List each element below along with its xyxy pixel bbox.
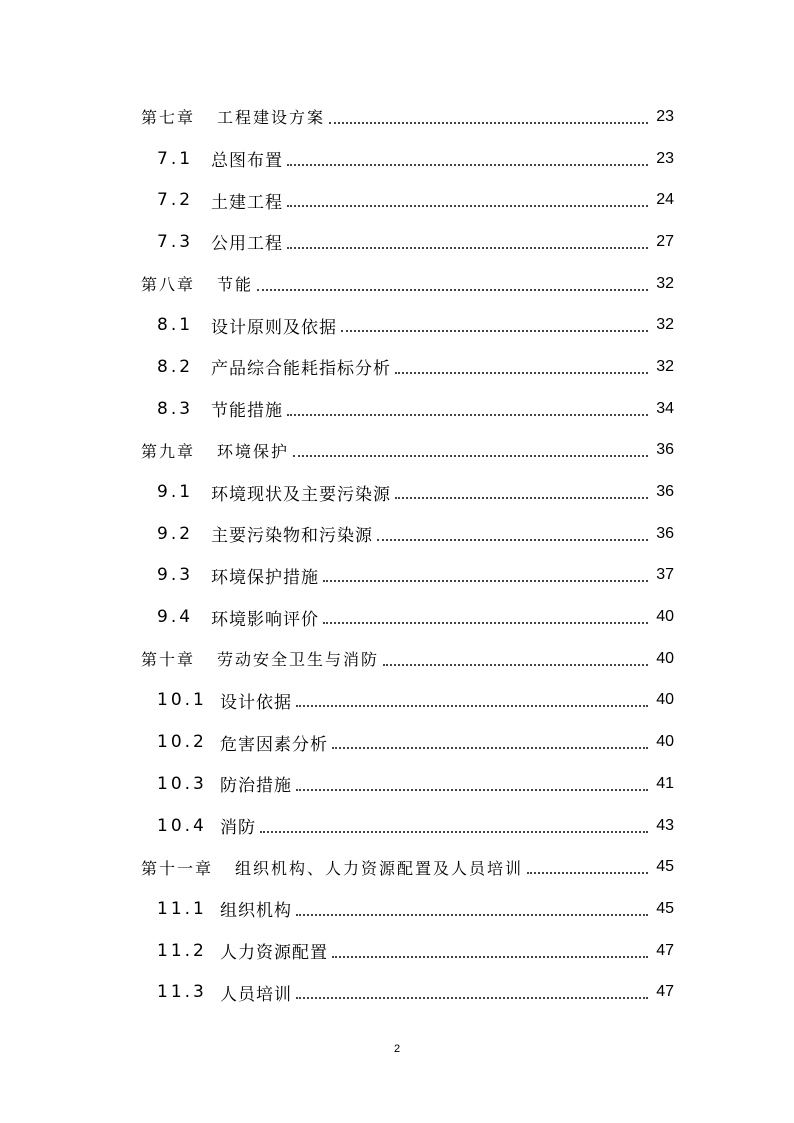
toc-section-entry[interactable] [0,763,794,805]
toc-page-number: 41 [656,774,674,792]
toc-page-number: 45 [656,899,674,917]
section-number: 8.1 [157,315,194,336]
section-number: 8.3 [157,398,194,419]
toc-section-entry[interactable] [0,888,794,930]
section-title: 环境保护措施 [211,567,319,588]
section-title: 主要污染物和污染源 [211,526,373,547]
dot-leader [323,580,648,582]
section-number: 11.3 [157,982,207,1003]
chapter-number: 第九章 [141,441,196,461]
dot-leader [287,247,648,249]
section-title: 人力资源配置 [220,943,328,964]
toc-page-number: 36 [656,524,674,542]
chapter-title: 组织机构、人力资源配置及人员培训 [235,858,524,878]
section-number: 10.4 [157,815,207,836]
chapter-number: 第十章 [141,650,196,670]
chapter-number: 第八章 [141,275,196,295]
section-title: 总图布置 [211,151,283,172]
toc-section-entry[interactable] [0,513,794,555]
toc-section-entry[interactable] [0,721,794,763]
dot-leader [323,622,648,624]
section-title: 公用工程 [211,234,283,255]
section-title: 设计原则及依据 [211,317,337,338]
toc-section-entry[interactable] [0,388,794,430]
dot-leader [395,497,648,499]
toc-section-entry[interactable] [0,971,794,1013]
section-number: 11.1 [157,898,207,919]
toc-section-entry[interactable] [0,221,794,263]
dot-leader [287,414,648,416]
chapter-number: 第七章 [141,108,196,128]
dot-leader [377,539,648,541]
toc-section-entry[interactable] [0,930,794,972]
section-title: 节能措施 [211,401,283,422]
dot-leader [527,872,648,874]
dot-leader [296,789,648,791]
toc-page-number: 34 [656,399,674,417]
section-number: 9.1 [157,482,194,503]
section-number: 11.2 [157,940,207,961]
footer-page-number: 2 [393,1043,401,1055]
chapter-title: 环境保护 [217,441,290,461]
dot-leader [341,330,648,332]
toc-chapter-entry[interactable] [0,430,794,472]
toc-page-number: 40 [656,649,674,667]
toc-section-entry[interactable] [0,680,794,722]
toc-chapter-entry[interactable] [0,846,794,888]
section-title: 人员培训 [220,984,292,1005]
dot-leader [332,747,648,749]
section-title: 组织机构 [220,901,292,922]
toc-page-number: 47 [656,941,674,959]
toc-page-number: 40 [656,691,674,709]
toc-chapter-entry[interactable] [0,96,794,138]
chapter-number: 第十一章 [141,858,214,878]
dot-leader [260,831,648,833]
toc-page-number: 23 [656,107,674,125]
toc-section-entry[interactable] [0,138,794,180]
toc-page-number: 40 [656,733,674,751]
dot-leader [296,705,648,707]
dot-leader [383,664,648,666]
toc-page-number: 43 [656,816,674,834]
dot-leader [287,205,648,207]
section-title: 土建工程 [211,192,283,213]
toc-page-number: 36 [656,483,674,501]
toc-page-number: 40 [656,608,674,626]
toc-page-number: 45 [656,858,674,876]
section-number: 9.2 [157,523,194,544]
toc-chapter-entry[interactable] [0,263,794,305]
toc-page-number: 37 [656,566,674,584]
section-number: 7.2 [157,190,194,211]
toc-section-entry[interactable] [0,346,794,388]
toc-section-entry[interactable] [0,596,794,638]
toc-section-entry[interactable] [0,805,794,847]
toc-chapter-entry[interactable] [0,638,794,680]
toc-page-number: 32 [656,357,674,375]
section-title: 环境现状及主要污染源 [211,484,391,505]
dot-leader [329,122,648,124]
section-title: 危害因素分析 [220,734,328,755]
section-title: 消防 [220,818,256,839]
dot-leader [332,956,648,958]
section-title: 防治措施 [220,776,292,797]
toc-section-entry[interactable] [0,304,794,346]
dot-leader [293,455,648,457]
dot-leader [395,372,648,374]
toc-page-number: 23 [656,149,674,167]
dot-leader [257,289,648,291]
section-number: 7.1 [157,148,194,169]
section-number: 8.2 [157,356,194,377]
section-title: 设计依据 [220,692,292,713]
dot-leader [296,914,648,916]
section-number: 7.3 [157,231,194,252]
toc-section-entry[interactable] [0,179,794,221]
toc-page-number: 32 [656,274,674,292]
toc-page-number: 24 [656,191,674,209]
toc-page-number: 36 [656,441,674,459]
section-number: 10.1 [157,690,207,711]
section-title: 环境影响评价 [211,609,319,630]
section-number: 9.3 [157,565,194,586]
dot-leader [287,164,648,166]
toc-page-number: 32 [656,316,674,334]
toc-section-entry[interactable] [0,471,794,513]
section-number: 10.3 [157,773,207,794]
toc-section-entry[interactable] [0,555,794,597]
table-of-contents [0,96,794,1013]
toc-page-number: 47 [656,983,674,1001]
chapter-title: 劳动安全卫生与消防 [217,650,380,670]
chapter-title: 节能 [217,275,254,295]
section-number: 10.2 [157,732,207,753]
toc-page-number: 27 [656,232,674,250]
dot-leader [296,997,648,999]
section-title: 产品综合能耗指标分析 [211,359,391,380]
section-number: 9.4 [157,607,194,628]
chapter-title: 工程建设方案 [217,108,326,128]
